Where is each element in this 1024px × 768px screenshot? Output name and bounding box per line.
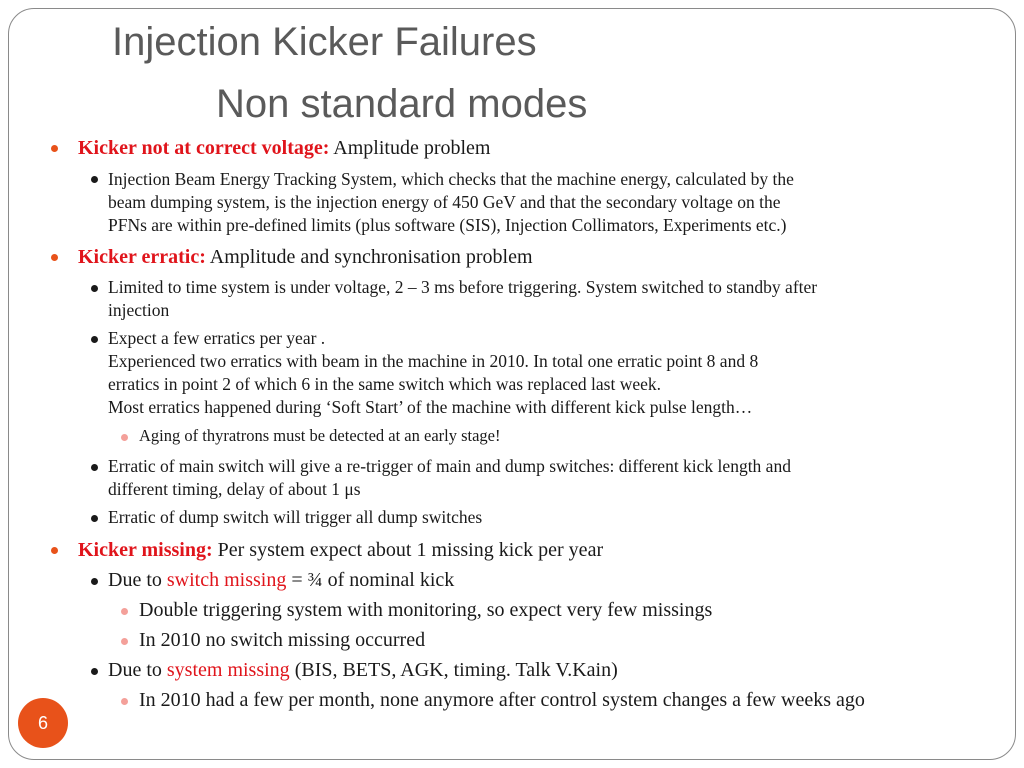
sub-bullet-expect-line1: Expect a few erratics per year . [108, 328, 326, 348]
sub-bullet-dump-switch: Erratic of dump switch will trigger all dump switches [108, 507, 483, 527]
bullet-voltage-heading: Kicker not at correct voltage: [78, 137, 330, 159]
slide-title-line1: Injection Kicker Failures [112, 20, 537, 64]
bullet-dot-icon [91, 176, 98, 183]
sub-bullet-bets-line3: PFNs are within pre-defined limits (plus software (SIS), Injection Collimators, Experiments etc.) [108, 215, 787, 235]
sub-bullet-switch-missing [108, 569, 454, 592]
bullet-dot-icon [51, 254, 58, 261]
sub-bullet-main-switch-line1: Erratic of main switch will give a re-trigger of main and dump switches: different kick length and [108, 456, 791, 476]
sub-bullet-system-missing [108, 659, 618, 682]
bullet-erratic-text: Amplitude and synchronisation problem [205, 246, 533, 268]
bullet-dot-icon [91, 285, 98, 292]
bullet-erratic [78, 246, 533, 269]
sub-sub-bullet-aging: Aging of thyratrons must be detected at an early stage! [139, 426, 501, 445]
bullet-dot-icon [91, 515, 98, 522]
slide-title-line2: Non standard modes [216, 82, 588, 126]
bullet-erratic-heading: Kicker erratic: [78, 246, 206, 268]
sub-bullet-switch-missing-term: switch missing [166, 569, 287, 591]
sub-bullet-time-system-line2: injection [108, 300, 170, 320]
sub-bullet-expect-line4: Most erratics happened during ‘Soft Start’ of the machine with different kick pulse length… [108, 397, 753, 417]
bullet-dot-icon [121, 638, 128, 645]
sub-bullet-bets-line1: Injection Beam Energy Tracking System, which checks that the machine energy, calculated by the [108, 169, 794, 189]
bullet-dot-icon [121, 608, 128, 615]
sub-bullet-expect-line2: Experienced two erratics with beam in the machine in 2010. In total one erratic point 8 and 8 [108, 351, 759, 371]
bullet-voltage [78, 137, 490, 160]
bullet-voltage-text: Amplitude problem [329, 137, 491, 159]
sub-bullet-main-switch-line2: different timing, delay of about 1 μs [108, 479, 361, 499]
sub-bullet-switch-missing-post: = ¾ of nominal kick [286, 569, 455, 591]
sub-bullet-expect-line3: erratics in point 2 of which 6 in the same switch which was replaced last week. [108, 374, 662, 394]
bullet-dot-icon [121, 434, 128, 441]
bullet-dot-icon [91, 668, 98, 675]
sub-sub-bullet-double-trigger: Double triggering system with monitoring, so expect very few missings [139, 599, 713, 621]
sub-bullet-system-missing-term: system missing [166, 659, 290, 681]
page-number-badge: 6 [18, 698, 68, 748]
bullet-dot-icon [51, 145, 58, 152]
bullet-missing [78, 539, 603, 562]
bullet-dot-icon [91, 578, 98, 585]
bullet-missing-heading: Kicker missing: [78, 539, 213, 561]
bullet-dot-icon [91, 464, 98, 471]
sub-sub-bullet-few-per-month: In 2010 had a few per month, none anymore after control system changes a few weeks ago [139, 689, 865, 711]
sub-bullet-system-missing-pre: Due to [108, 659, 167, 681]
bullet-dot-icon [91, 336, 98, 343]
bullet-dot-icon [51, 547, 58, 554]
bullet-dot-icon [121, 698, 128, 705]
sub-bullet-switch-missing-pre: Due to [108, 569, 167, 591]
sub-sub-bullet-no-switch-missing: In 2010 no switch missing occurred [139, 629, 426, 651]
sub-bullet-system-missing-post: (BIS, BETS, AGK, timing. Talk V.Kain) [289, 659, 618, 681]
sub-bullet-time-system-line1: Limited to time system is under voltage, 2 – 3 ms before triggering. System switched to standby after [108, 277, 818, 297]
sub-bullet-bets-line2: beam dumping system, is the injection energy of 450 GeV and that the secondary voltage on the [108, 192, 781, 212]
bullet-missing-text: Per system expect about 1 missing kick per year [212, 539, 604, 561]
